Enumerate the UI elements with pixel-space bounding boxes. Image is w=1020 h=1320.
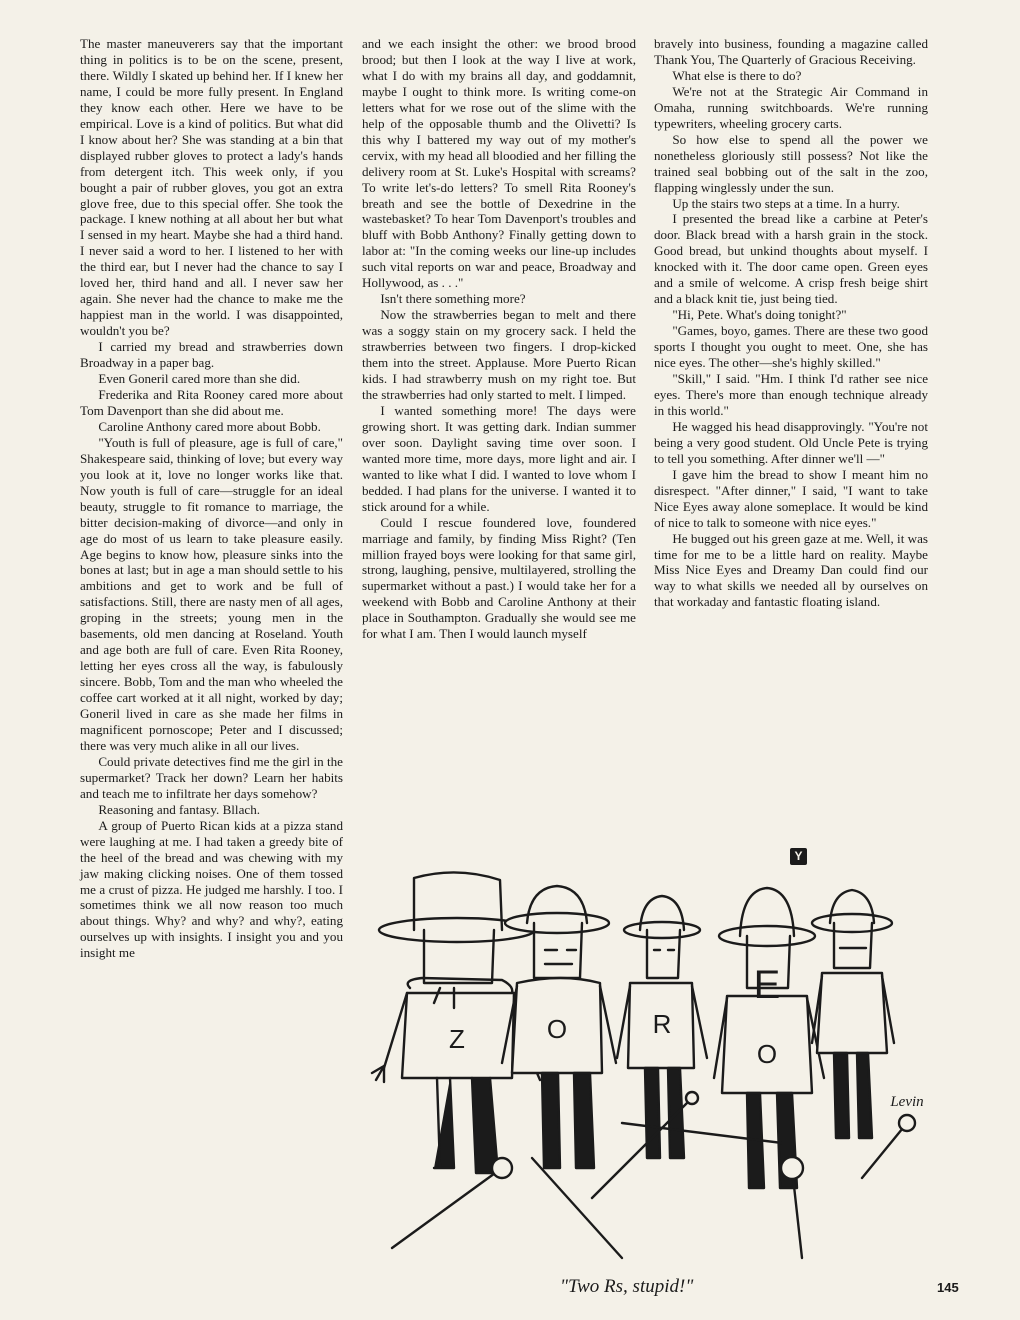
end-mark-icon: Y — [790, 848, 807, 865]
cartoon-letter-2: O — [546, 1014, 568, 1044]
article-paragraph: Could I rescue foundered love, foundered marriage and family, by finding Miss Right? (Ten million frayed boys were looking for that same girl, strong, laughing, pensive, multilayered, strolling the supermarket without a past.) I would take her for a weekend with Bobb and Caroline Anthony at their place in Southampton. Gradually she would see me for what I am. Then I would launch myself — [362, 514, 636, 642]
article-paragraph: Frederika and Rita Rooney cared more about Tom Davenport than she did about me. — [80, 386, 343, 418]
article-paragraph: Could private detectives find me the girl in the supermarket? Track her down? Learn her habits and teach me to infiltrate her days somehow? — [80, 753, 343, 801]
article-paragraph: "Games, boyo, games. There are these two good sports I thought you ought to meet. One, she has nice eyes. The other—she's highly skilled." — [654, 323, 928, 371]
article-paragraph: What else is there to do? — [672, 67, 802, 83]
cartoon-figure-4 — [714, 888, 824, 1188]
article-paragraph: I presented the bread like a carbine at Peter's door. Black bread with a harsh grain in the stock. Good bread, but unkind thoughts about myself. I knocked with it. The door came open. Green eyes and a smile of welcome. A crisp fresh beige shirt and a black knit tie, just being tied. — [654, 211, 928, 307]
article-paragraph: I wanted something more! The days were growing short. It was getting dark. Indian summer over soon. Daylight saving time over soon. I wanted more time, more days, more light and air. I wanted to like what I did. I wanted to love whom I bedded. I had plans for the universe. I wanted it to stick around for a while. — [362, 402, 636, 514]
article-paragraph: Isn't there something more? — [380, 291, 526, 307]
article-paragraph: Now the strawberries began to melt and there was a soggy stain on my grocery sack. I held the strawberries between two fingers. I drop-kicked them into the street. Applause. More Puerto Rican kids. I had strawberry mush on my right toe. But the strawberries had only started to melt. I limped. — [362, 307, 636, 402]
page-number: 145 — [937, 1280, 959, 1295]
article-paragraph: The master maneuverers say that the important thing in politics is to be on the scene, present, there. Wildly I skated up behind her. If I knew her name, I could be more fully present. In England they know each other. Here we have to be empirical. Love is a kind of politics. But what did I know about her? She was standing at a bin that displayed rubber gloves to protect a lady's hands from detergent itch. This week only, if you bought a pair of rubber gloves, you got an extra glove free, due to this special offer. She took the package. I knew nothing at all about her but what I sensed in my heart. Maybe she had a third hand. I never said a word to her. I listened to her with the third ear, but I never had the chance to say I loved her, third hand and all. I never saw her again. She never had the chance to make me the happiest man in the world. I was disappointed, wouldn't you be? — [80, 36, 343, 339]
article-paragraph: "Youth is full of pleasure, age is full of care," Shakespeare said, thinking of love; but every way you look at it, love no longer works like that. Now youth is full of care—struggle for an ideal beauty, struggle to fit romance to marriage, the bitter decision-making of divorce—and only in age do most of us learn to take pleasure easily. Age begins to know how, pleasure sinks into the bones at last; but in age a man should settle to his ambitions and get to work and be full of satisfactions. Still, there are nasty men of all ages, groping in the streets; young men in the basements, old men dancing at Roseland. Youth and age both are full of care. Even Rita Rooney, letting her eyes cross all the way, is fabulously sincere. Bobb, Tom and the man who wheeled the coffee cart worked at it all night, worked by day; Goneril lived in care as she made her films in magnificent pornoscope; Peter and I discussed; there was very much alike in all our lives. — [80, 434, 343, 753]
article-paragraph: "Skill," I said. "Hm. I think I'd rather see nice eyes. There's more than enough technique already in this world." — [654, 371, 928, 418]
article-paragraph: "Hi, Pete. What's doing tonight?" — [672, 307, 847, 323]
article-paragraph: bravely into business, founding a magazine called Thank You, The Quarterly of Gracious Receiving. — [654, 36, 928, 67]
article-paragraph: I gave him the bread to show I meant him no disrespect. "After dinner," I said, "I want to take Nice Eyes away alone someplace. It would be kind of nice to talk to someone with nice eyes." — [654, 466, 928, 530]
cartoon-letter-1: Z — [449, 1024, 465, 1054]
article-column-1 — [80, 36, 343, 961]
cartoonist-signature: Levin — [890, 1094, 924, 1110]
cartoon-figure-5 — [812, 890, 894, 1138]
article-paragraph: A group of Puerto Rican kids at a pizza stand were laughing at me. I had taken a greedy bite of the heel of the bread and was chewing with my jaw making clicking noises. One of them tossed me a crust of pizza. He judged me harshly. I too. I sometimes think we all now reason too much about things. Why? and why? and why?, eating ourselves up with insights. I insight you and you insight me — [80, 817, 343, 961]
article-paragraph: We're not at the Strategic Air Command in Omaha, running switchboards. We're running typewriters, wheeling grocery carts. — [654, 83, 928, 131]
article-paragraph: I carried my bread and strawberries down Broadway in a paper bag. — [80, 339, 343, 371]
article-paragraph: He wagged his head disapprovingly. "You're not being a very good student. Old Uncle Pete is trying to tell you something. After dinner we'll —" — [654, 418, 928, 466]
cartoon-letter-3: R — [652, 1009, 672, 1039]
cartoon-illustration — [362, 868, 942, 1268]
end-of-article-mark — [790, 847, 807, 865]
article-column-3 — [654, 36, 928, 610]
article-paragraph: Up the stairs two steps at a time. In a hurry. — [672, 195, 900, 211]
article-paragraph: Caroline Anthony cared more about Bobb. — [98, 418, 321, 434]
cartoon-caption: "Two Rs, stupid!" — [560, 1276, 694, 1297]
article-paragraph: So how else to spend all the power we nonetheless gloriously still possess? Not like the trained seal bobbing out of the salt in the zoo, flapping winglessly under the sun. — [654, 131, 928, 195]
article-paragraph: Reasoning and fantasy. Bllach. — [98, 801, 261, 817]
cartoon-letter-4: E — [753, 963, 781, 1007]
cartoon-letter-5: O — [756, 1039, 778, 1069]
article-paragraph: He bugged out his green gaze at me. Well, it was time for me to be a little hard on reality. Maybe Miss Nice Eyes and Dreamy Dan could find our way to what skills we needed all by ourselves on that workaday and fantastic floating island. — [654, 530, 928, 610]
article-paragraph: Even Goneril cared more than she did. — [98, 371, 301, 387]
article-column-2 — [362, 36, 636, 642]
article-paragraph: and we each insight the other: we brood brood brood; but then I look at the way I live at work, what I do with my brains all day, and goddamnit, maybe I ought to think more. Is writing come-on letters what for we rose out of the slime with the help of the opposable thumb and the Olivetti? Is this why I battered my way out of my mother's cervix, with my head all bloodied and her filling the delivery room at St. Luke's Hospital with screams? To write let's-do letters? To smell Rita Rooney's breath and see the bottle of Dexedrine in the wastebasket? To hear Tom Davenport's troubles and bluff with Bobb Anthony? Finally getting down to labor at: "In the coming weeks our line-up includes such vital reports on war and peace, Broadway and Hollywood, as . . ." — [362, 36, 636, 291]
